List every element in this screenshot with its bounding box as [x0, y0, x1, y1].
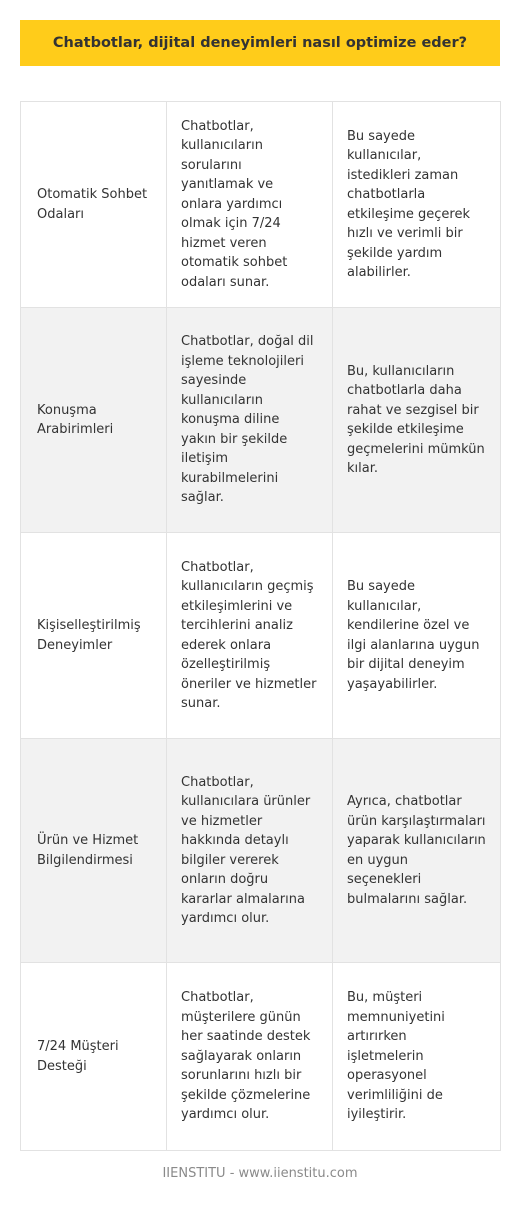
benefit-cell: Bu, müşteri memnuniyetini artırırken işletmelerin operasyonel verimliliğini de iyileştirir. [333, 963, 501, 1151]
page-title: Chatbotlar, dijital deneyimleri nasıl optimize eder? [52, 35, 468, 51]
benefit-cell: Bu sayede kullanıcılar, kendilerine özel ve ilgi alanlarına uygun bir dijital deneyim yaşayabilirler. [333, 533, 501, 739]
description-cell: Chatbotlar, kullanıcıların sorularını yanıtlamak ve onlara yardımcı olmak için 7/24 hizmet veren otomatik sohbet odaları sunar. [167, 102, 333, 308]
topic-cell: Kişiselleştirilmiş Deneyimler [21, 533, 167, 739]
table-row [21, 963, 501, 1151]
description-cell: Chatbotlar, doğal dil işleme teknolojileri sayesinde kullanıcıların konuşma diline yakın bir şekilde iletişim kurabilmelerini sağlar. [167, 308, 333, 533]
description-cell: Chatbotlar, kullanıcıların geçmiş etkileşimlerini ve tercihlerini analiz ederek onlara özelleştirilmiş öneriler ve hizmetler sunar. [167, 533, 333, 739]
info-table [20, 101, 501, 1151]
topic-cell: Otomatik Sohbet Odaları [21, 102, 167, 308]
table-row [21, 533, 501, 739]
description-cell: Chatbotlar, müşterilere günün her saatinde destek sağlayarak onların sorunlarını hızlı bir şekilde çözmelerine yardımcı olur. [167, 963, 333, 1151]
benefit-cell: Bu, kullanıcıların chatbotlarla daha rahat ve sezgisel bir şekilde etkileşime geçmelerini mümkün kılar. [333, 308, 501, 533]
table-row [21, 102, 501, 308]
benefit-cell: Ayrıca, chatbotlar ürün karşılaştırmaları yaparak kullanıcıların en uygun seçenekleri bulmalarını sağlar. [333, 739, 501, 963]
topic-cell: 7/24 Müşteri Desteği [21, 963, 167, 1151]
description-cell: Chatbotlar, kullanıcılara ürünler ve hizmetler hakkında detaylı bilgiler vererek onların doğru kararlar almalarına yardımcı olur. [167, 739, 333, 963]
benefit-cell: Bu sayede kullanıcılar, istedikleri zaman chatbotlarla etkileşime geçerek hızlı ve verimli bir şekilde yardım alabilirler. [333, 102, 501, 308]
title-banner [20, 20, 500, 66]
footer-credit: IIENSTITU - www.iienstitu.com [162, 1166, 358, 1181]
table-row [21, 739, 501, 963]
topic-cell: Ürün ve Hizmet Bilgilendirmesi [21, 739, 167, 963]
table-row [21, 308, 501, 533]
topic-cell: Konuşma Arabirimleri [21, 308, 167, 533]
